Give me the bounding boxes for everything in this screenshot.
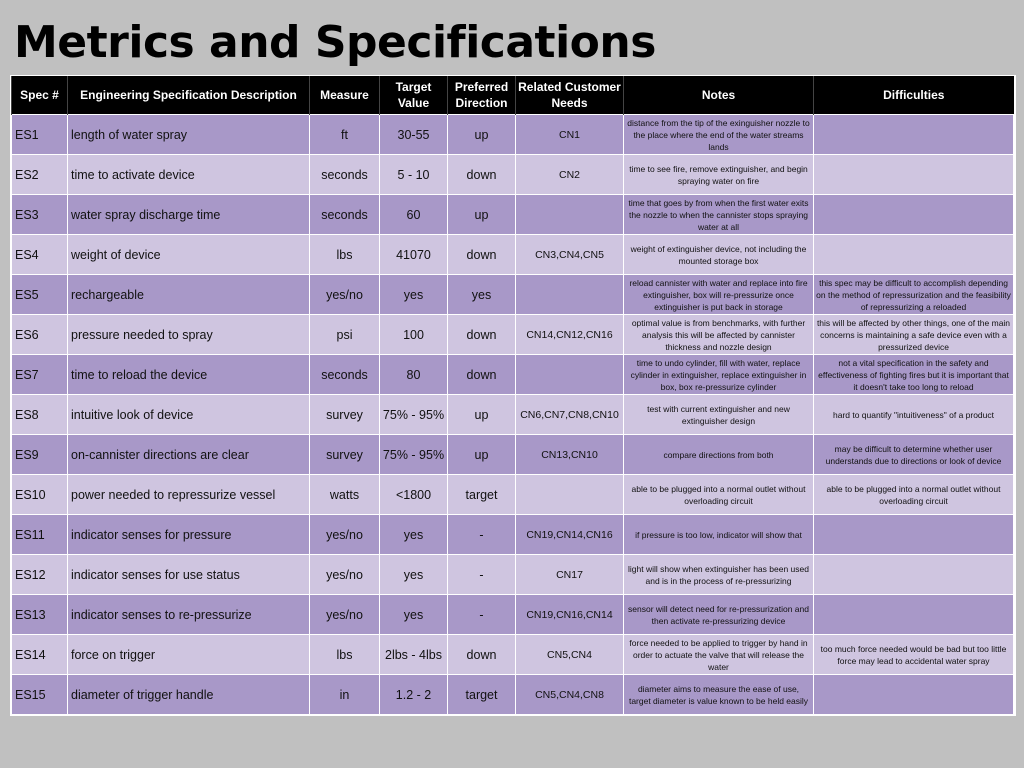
table-row (12, 195, 1014, 235)
table-row (12, 435, 1014, 475)
specifications-table (11, 76, 1014, 715)
direction-cell: target (448, 475, 516, 515)
description-cell: rechargeable (68, 275, 310, 315)
measure-cell: lbs (310, 635, 380, 675)
header-difficulties: Difficulties (814, 76, 1014, 115)
direction-cell: up (448, 195, 516, 235)
header-spec-number: Spec # (12, 76, 68, 115)
difficulties-cell (814, 595, 1014, 635)
target-value-cell: 75% - 95% (380, 435, 448, 475)
direction-cell: down (448, 235, 516, 275)
description-cell: indicator senses to re-pressurize (68, 595, 310, 635)
measure-cell: seconds (310, 195, 380, 235)
direction-cell: - (448, 555, 516, 595)
table-row (12, 115, 1014, 155)
direction-cell: target (448, 675, 516, 715)
spec-id-cell: ES12 (12, 555, 68, 595)
customer-needs-cell (516, 355, 624, 395)
description-cell: water spray discharge time (68, 195, 310, 235)
difficulties-cell (814, 555, 1014, 595)
notes-cell: force needed to be applied to trigger by hand in order to actuate the valve that will release the water (624, 635, 814, 675)
notes-cell: distance from the tip of the exinguisher nozzle to the place where the end of the water streams lands (624, 115, 814, 155)
target-value-cell: yes (380, 595, 448, 635)
notes-cell: weight of extinguisher device, not including the mounted storage box (624, 235, 814, 275)
customer-needs-cell: CN5,CN4 (516, 635, 624, 675)
description-cell: length of water spray (68, 115, 310, 155)
table-row (12, 555, 1014, 595)
measure-cell: survey (310, 395, 380, 435)
table-row (12, 315, 1014, 355)
direction-cell: - (448, 515, 516, 555)
measure-cell: yes/no (310, 595, 380, 635)
table-row (12, 595, 1014, 635)
difficulties-cell (814, 115, 1014, 155)
measure-cell: yes/no (310, 515, 380, 555)
target-value-cell: <1800 (380, 475, 448, 515)
customer-needs-cell (516, 195, 624, 235)
direction-cell: down (448, 635, 516, 675)
table-row (12, 395, 1014, 435)
spec-id-cell: ES13 (12, 595, 68, 635)
direction-cell: down (448, 155, 516, 195)
table-row (12, 235, 1014, 275)
description-cell: pressure needed to spray (68, 315, 310, 355)
spec-id-cell: ES14 (12, 635, 68, 675)
customer-needs-cell: CN2 (516, 155, 624, 195)
direction-cell: up (448, 395, 516, 435)
customer-needs-cell: CN3,CN4,CN5 (516, 235, 624, 275)
table-row (12, 675, 1014, 715)
difficulties-cell: too much force needed would be bad but too little force may lead to accidental water spray (814, 635, 1014, 675)
notes-cell: time to see fire, remove extinguisher, and begin spraying water on fire (624, 155, 814, 195)
direction-cell: down (448, 315, 516, 355)
target-value-cell: 30-55 (380, 115, 448, 155)
description-cell: indicator senses for pressure (68, 515, 310, 555)
measure-cell: in (310, 675, 380, 715)
notes-cell: time to undo cylinder, fill with water, replace cylinder in extinguisher, replace extinguisher in box, box re-pressurize cylinder (624, 355, 814, 395)
table-row (12, 355, 1014, 395)
target-value-cell: yes (380, 555, 448, 595)
measure-cell: lbs (310, 235, 380, 275)
notes-cell: compare directions from both (624, 435, 814, 475)
description-cell: diameter of trigger handle (68, 675, 310, 715)
table-row (12, 515, 1014, 555)
description-cell: on-cannister directions are clear (68, 435, 310, 475)
spec-id-cell: ES10 (12, 475, 68, 515)
notes-cell: reload cannister with water and replace into fire extinguisher, box will re-pressurize once extinguisher is put back in storage (624, 275, 814, 315)
target-value-cell: 1.2 - 2 (380, 675, 448, 715)
notes-cell: test with current extinguisher and new extinguisher design (624, 395, 814, 435)
description-cell: force on trigger (68, 635, 310, 675)
spec-id-cell: ES15 (12, 675, 68, 715)
customer-needs-cell: CN14,CN12,CN16 (516, 315, 624, 355)
difficulties-cell: this spec may be difficult to accomplish depending on the method of repressurization and the feasibility of repressurizing a reloaded (814, 275, 1014, 315)
measure-cell: seconds (310, 155, 380, 195)
measure-cell: seconds (310, 355, 380, 395)
target-value-cell: 80 (380, 355, 448, 395)
table-row (12, 635, 1014, 675)
customer-needs-cell: CN6,CN7,CN8,CN10 (516, 395, 624, 435)
header-notes: Notes (624, 76, 814, 115)
table-header-row (12, 76, 1014, 115)
notes-cell: able to be plugged into a normal outlet without overloading circuit (624, 475, 814, 515)
difficulties-cell (814, 515, 1014, 555)
difficulties-cell (814, 195, 1014, 235)
spec-id-cell: ES11 (12, 515, 68, 555)
description-cell: weight of device (68, 235, 310, 275)
target-value-cell: yes (380, 275, 448, 315)
spec-id-cell: ES8 (12, 395, 68, 435)
description-cell: intuitive look of device (68, 395, 310, 435)
header-customer-needs: Related Customer Needs (516, 76, 624, 115)
difficulties-cell (814, 235, 1014, 275)
difficulties-cell (814, 155, 1014, 195)
header-measure: Measure (310, 76, 380, 115)
target-value-cell: 60 (380, 195, 448, 235)
description-cell: power needed to repressurize vessel (68, 475, 310, 515)
customer-needs-cell (516, 475, 624, 515)
customer-needs-cell: CN19,CN16,CN14 (516, 595, 624, 635)
customer-needs-cell: CN1 (516, 115, 624, 155)
direction-cell: up (448, 435, 516, 475)
notes-cell: time that goes by from when the first water exits the nozzle to when the cannister stops spraying water at all (624, 195, 814, 235)
target-value-cell: 2lbs - 4lbs (380, 635, 448, 675)
notes-cell: if pressure is too low, indicator will show that (624, 515, 814, 555)
notes-cell: sensor will detect need for re-pressurization and then activate re-pressurizing device (624, 595, 814, 635)
direction-cell: - (448, 595, 516, 635)
spec-id-cell: ES1 (12, 115, 68, 155)
customer-needs-cell: CN5,CN4,CN8 (516, 675, 624, 715)
difficulties-cell: hard to quantify "intuitiveness" of a product (814, 395, 1014, 435)
measure-cell: watts (310, 475, 380, 515)
measure-cell: yes/no (310, 275, 380, 315)
slide-title: Metrics and Specifications (14, 17, 656, 68)
description-cell: indicator senses for use status (68, 555, 310, 595)
measure-cell: survey (310, 435, 380, 475)
measure-cell: ft (310, 115, 380, 155)
direction-cell: down (448, 355, 516, 395)
target-value-cell: 5 - 10 (380, 155, 448, 195)
difficulties-cell: this will be affected by other things, one of the main concerns is maintaining a safe device even with a pressurized device (814, 315, 1014, 355)
description-cell: time to reload the device (68, 355, 310, 395)
customer-needs-cell: CN17 (516, 555, 624, 595)
measure-cell: yes/no (310, 555, 380, 595)
target-value-cell: 75% - 95% (380, 395, 448, 435)
header-description: Engineering Specification Description (68, 76, 310, 115)
customer-needs-cell: CN19,CN14,CN16 (516, 515, 624, 555)
measure-cell: psi (310, 315, 380, 355)
spec-id-cell: ES7 (12, 355, 68, 395)
customer-needs-cell: CN13,CN10 (516, 435, 624, 475)
notes-cell: optimal value is from benchmarks, with further analysis this will be affected by cannister thickness and nozzle design (624, 315, 814, 355)
difficulties-cell: able to be plugged into a normal outlet without overloading circuit (814, 475, 1014, 515)
direction-cell: up (448, 115, 516, 155)
table-row (12, 475, 1014, 515)
difficulties-cell (814, 675, 1014, 715)
header-preferred-direction: Preferred Direction (448, 76, 516, 115)
notes-cell: light will show when extinguisher has been used and is in the process of re-pressurizing (624, 555, 814, 595)
difficulties-cell: not a vital specification in the safety and effectiveness of fighting fires but it is important that it doesn't take too long to reload (814, 355, 1014, 395)
spec-id-cell: ES2 (12, 155, 68, 195)
table-row (12, 155, 1014, 195)
target-value-cell: 100 (380, 315, 448, 355)
customer-needs-cell (516, 275, 624, 315)
spec-id-cell: ES3 (12, 195, 68, 235)
description-cell: time to activate device (68, 155, 310, 195)
difficulties-cell: may be difficult to determine whether user understands due to directions or look of device (814, 435, 1014, 475)
spec-id-cell: ES9 (12, 435, 68, 475)
direction-cell: yes (448, 275, 516, 315)
spec-id-cell: ES5 (12, 275, 68, 315)
table-row (12, 275, 1014, 315)
specifications-table-container (10, 75, 1016, 716)
notes-cell: diameter aims to measure the ease of use, target diameter is value known to be held easily (624, 675, 814, 715)
target-value-cell: yes (380, 515, 448, 555)
spec-id-cell: ES4 (12, 235, 68, 275)
target-value-cell: 41070 (380, 235, 448, 275)
spec-id-cell: ES6 (12, 315, 68, 355)
header-target-value: Target Value (380, 76, 448, 115)
